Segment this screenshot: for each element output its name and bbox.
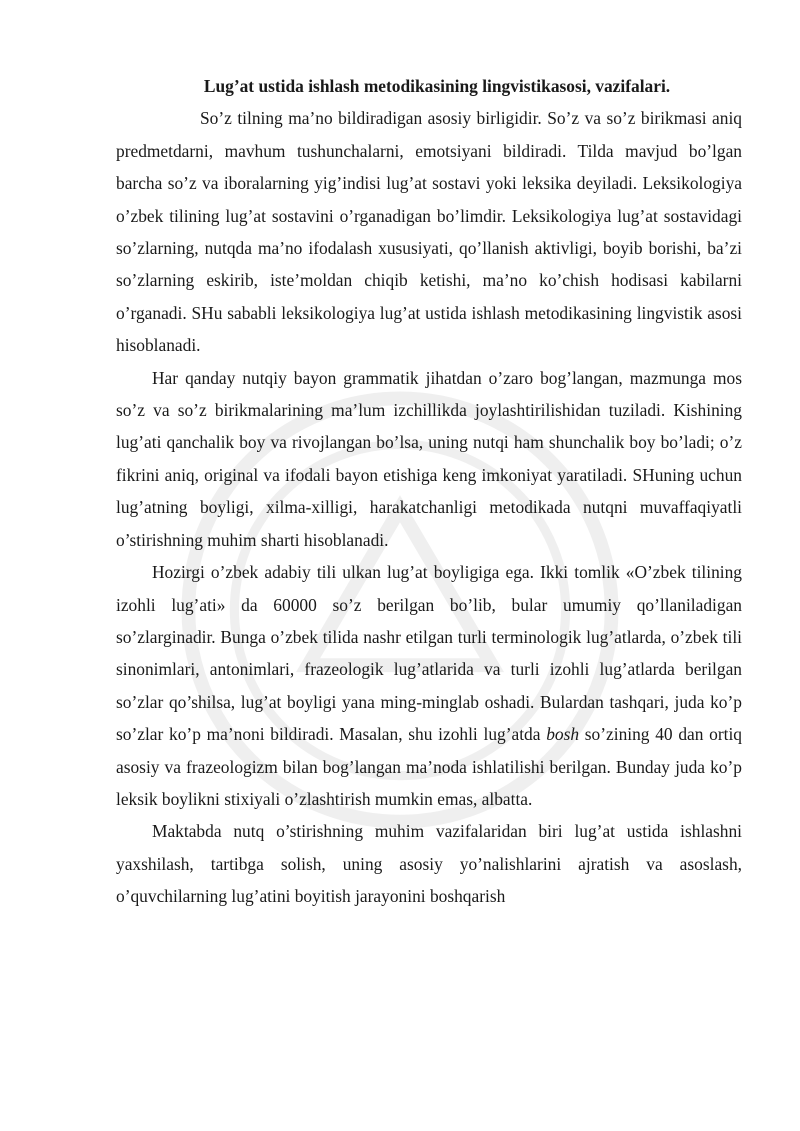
document-title: Lug’at ustida ishlash metodikasining lingvistikasosi, vazifalari. [203,76,671,96]
paragraph-3 [116,556,742,815]
paragraph-3-text-after: so’zining 40 dan ortiq asosiy va frazeologizm bilan bog’langan ma’noda ishlatilishi berilgan. Bunday juda ko’p leksik boylikni stixiyali o’zlashtirish mumkin emas, albatta. [116,724,742,809]
paragraph-3-text-before: Hozirgi o’zbek adabiy tili ulkan lug’at boyligiga ega. Ikki tomlik «O’zbek tilining izohli lug’ati» da 60000 so’z berilgan bo’lib, bular umumiy qo’llaniladigan so’zlarginadir. Bunga o’zbek tilida nashr etilgan turli terminologik lug’atlarda, o’zbek tili sinonimlari, antonimlari, frazeologik lug’atlarida va turli izohli lug’atlarda berilgan so’zlar qo’shilsa, lug’at boyligi yana ming-minglab oshadi. Bulardan tashqari, juda ko’p so’zlar ko’p ma’noni bildiradi. Masalan, shu izohli lug’atda [116,562,742,745]
document-body [116,70,742,913]
paragraph-4: Maktabda nutq o’stirishning muhim vazifalaridan biri lug’at ustida ishlashni yaxshilash, tartibga solish, uning asosiy yo’nalishlarini ajratish va asoslash, o’quvchilarning lug’atini boyitish jarayonini boshqarish [116,821,742,907]
emphasized-word: bosh [546,724,580,745]
paragraph-2: Har qanday nutqiy bayon grammatik jihatdan o’zaro bog’langan, mazmunga mos so’z va so’z birikmalarining ma’lum izchillikda joylashtirilishidan tuziladi. Kishining lug’ati qanchalik boy va rivojlangan bo’lsa, uning nutqi ham shunchalik boy bo’ladi; o’z fikrini aniq, original va ifodali bayon etishiga keng imkoniyat yaratiladi. SHuning uchun lug’atning boyligi, xilma-xilligi, harakatchanligi metodikada nutqni muvaffaqiyatli o’stirishning muhim sharti hisoblanadi. [116,367,742,550]
paragraph-1: So’z tilning ma’no bildiradigan asosiy birligidir. So’z va so’z birikmasi aniq predmetdarni, mavhum tushunchalarni, emotsiyani bildiradi. Tilda mavjud bo’lgan barcha so’z va iboralarning yig’indisi lug’at sostavi yoki leksika deyiladi. Leksikologiya o’zbek tilining lug’at sostavini o’rganadigan bo’limdir. Leksikologiya lug’at sostavidagi so’zlarning, nutqda ma’no ifodalash xususiyati, qo’llanish aktivligi, boyib borishi, ba’zi so’zlarning eskirib, iste’moldan chiqib ketishi, ma’no ko’chish hodisasi kabilarni o’rganadi. SHu sababli leksikologiya lug’at ustida ishlash metodikasining lingvistik asosi hisoblanadi. [116,108,742,356]
